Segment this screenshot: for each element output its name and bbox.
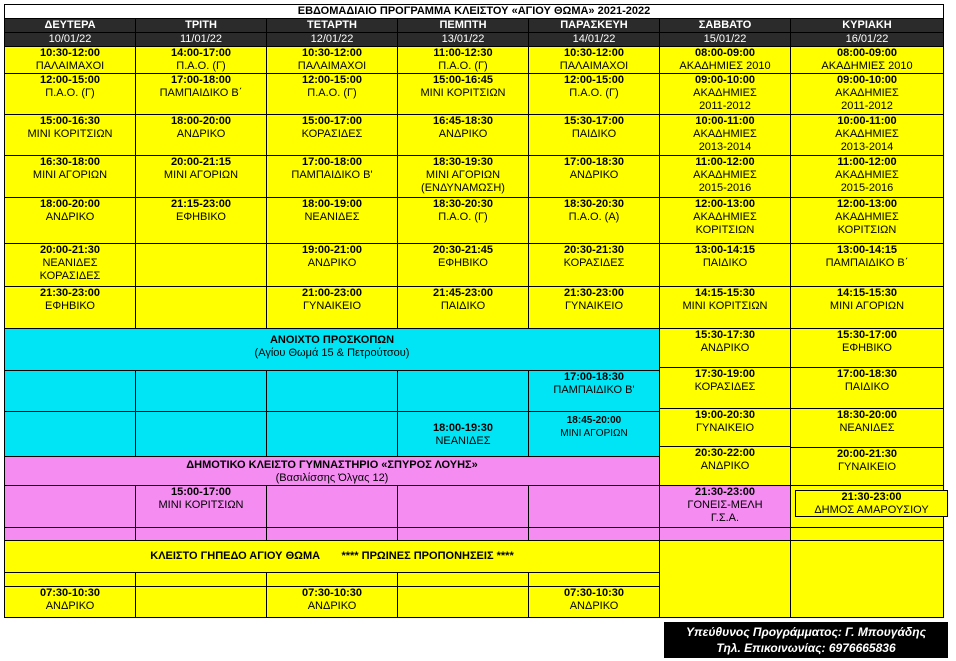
slot-time: 11:00-12:30	[433, 47, 493, 59]
slot-label: ΠΑΜΠΑΙΔΙΚΟ Β΄	[159, 87, 243, 99]
weekly-schedule-table	[4, 4, 944, 618]
slot-time: 10:30-12:00	[564, 47, 624, 59]
date-tuesday: 11/01/22	[136, 33, 267, 47]
slot-label: Π.Α.Ο. (Γ)	[176, 60, 226, 72]
slot-time: 14:15-15:30	[695, 287, 755, 299]
saturday-evening-stack	[660, 329, 791, 486]
date-wednesday: 12/01/22	[267, 33, 398, 47]
slot-label: ΕΦΗΒΙΚΟ	[44, 300, 95, 312]
sunday-slot-empty	[791, 528, 944, 541]
slot-time: 21:00-23:00	[302, 287, 362, 299]
slot-cell	[529, 47, 660, 74]
slot-cell	[791, 368, 943, 409]
slot-cell	[660, 115, 791, 156]
slot-time: 12:00-15:00	[564, 74, 624, 86]
slot-cell	[398, 244, 529, 287]
slot-cell	[398, 412, 529, 457]
slot-label: ΠΑΜΠΑΙΔΙΚΟ Β'	[291, 169, 373, 181]
slot-time: 15:00-17:00	[171, 486, 231, 498]
slot-cell	[791, 287, 944, 329]
slot-time: 17:00-18:30	[837, 368, 897, 380]
slot-cell	[398, 74, 529, 115]
slot-cell-empty	[136, 244, 267, 287]
slot-cell	[791, 74, 944, 115]
slot-cell	[529, 244, 660, 287]
slot-time: 17:00-18:00	[171, 74, 231, 86]
slot-label: ΜΙΝΙ ΑΓΟΡΙΩΝ	[163, 169, 239, 181]
day-header-wednesday: ΤΕΤΑΡΤΗ	[267, 19, 398, 33]
slot-time: 17:00-18:30	[564, 371, 624, 383]
proskopon-slot-empty	[267, 371, 398, 412]
slot-label: ΑΝΔΡΙΚΟ	[176, 128, 226, 140]
slot-cell	[660, 368, 790, 409]
slot-cell	[660, 156, 791, 198]
proskopon-slot-empty	[136, 412, 267, 457]
slot-label: ΑΝΔΡΙΚΟ	[700, 460, 750, 472]
slot-time: 14:15-15:30	[837, 287, 897, 299]
slot-label: ΑΚΑΔΗΜΙΕΣ	[693, 169, 757, 181]
venue-proskopon-name: ΑΝΟΙΧΤΟ ΠΡΟΣΚΟΠΩΝ	[269, 334, 395, 346]
gipedo-slot-empty	[398, 573, 529, 587]
slot-cell	[5, 587, 136, 618]
gipedo-slot-empty	[136, 587, 267, 618]
slot-label: ΠΑΛΑΙΜΑΧΟΙ	[297, 60, 367, 72]
slot-label-2: 2013-2014	[840, 141, 894, 153]
slot-label: ΓΥΝΑΙΚΕΙΟ	[695, 422, 755, 434]
slot-time: 10:30-12:00	[40, 47, 100, 59]
slot-label: ΑΚΑΔΗΜΙΕΣ	[693, 128, 757, 140]
slot-label: ΓΥΝΑΙΚΕΙΟ	[837, 461, 897, 473]
contact-responsible: Υπεύθυνος Προγράμματος: Γ. Μπουγάδης	[686, 625, 926, 639]
slot-time: 11:00-12:00	[837, 156, 897, 168]
slot-label: ΓΥΝΑΙΚΕΙΟ	[564, 300, 624, 312]
slot-time: 14:00-17:00	[171, 47, 231, 59]
slot-cell	[267, 287, 398, 329]
slot-cell	[791, 156, 944, 198]
slot-label: ΜΙΝΙ ΑΓΟΡΙΩΝ	[560, 428, 628, 439]
slot-cell	[660, 409, 790, 447]
slot-time: 15:30-17:30	[695, 329, 755, 341]
slot-time: 10:00-11:00	[837, 115, 897, 127]
slot-cell	[398, 287, 529, 329]
slot-label: ΚΟΡΑΣΙΔΕΣ	[563, 257, 625, 269]
slot-cell	[660, 329, 790, 368]
slot-time: 18:30-20:30	[433, 198, 493, 210]
slot-cell	[5, 115, 136, 156]
slot-time: 18:00-20:00	[171, 115, 231, 127]
slot-cell	[398, 198, 529, 244]
slot-label: ΜΙΝΙ ΚΟΡΙΤΣΙΩΝ	[27, 128, 113, 140]
slot-time: 17:30-19:00	[695, 368, 755, 380]
slot-label: Π.Α.Ο. (Γ)	[438, 211, 488, 223]
date-sunday: 16/01/22	[791, 33, 944, 47]
slot-cell	[267, 198, 398, 244]
slot-label: Π.Α.Ο. (Γ)	[438, 60, 488, 72]
proskopon-slot-empty	[5, 371, 136, 412]
sunday-evening-stack	[791, 329, 944, 486]
schedule-title: ΕΒΔΟΜΑΔΙΑΙΟ ΠΡΟΓΡΑΜΜΑ ΚΛΕΙΣΤΟΥ «ΑΓΙΟΥ ΘΩΜΑ» 2021-2022	[5, 5, 944, 19]
slot-time: 19:00-20:30	[695, 409, 755, 421]
slot-cell	[267, 244, 398, 287]
slot-label: ΠΑΜΠΑΙΔΙΚΟ Β΄	[825, 257, 909, 269]
slot-time: 21:30-23:00	[841, 491, 902, 503]
slot-label-2: 2011-2012	[699, 100, 751, 112]
slot-cell	[267, 47, 398, 74]
slot-label: ΑΚΑΔΗΜΙΕΣ	[835, 169, 899, 181]
date-monday: 10/01/22	[5, 33, 136, 47]
slot-time: 12:00-13:00	[695, 198, 755, 210]
dimotiko-slot-empty	[136, 528, 267, 541]
slot-cell	[791, 244, 944, 287]
slot-label: ΑΝΔΡΙΚΟ	[438, 128, 488, 140]
slot-cell	[267, 74, 398, 115]
slot-time: 12:00-13:00	[837, 198, 897, 210]
slot-cell	[136, 47, 267, 74]
slot-time: 21:30-23:00	[564, 287, 624, 299]
saturday-morning-empty	[660, 541, 791, 618]
slot-cell	[529, 74, 660, 115]
day-header-thursday: ΠΕΜΠΤΗ	[398, 19, 529, 33]
slot-label: ΑΝΔΡΙΚΟ	[569, 600, 619, 612]
day-header-tuesday: ΤΡΙΤΗ	[136, 19, 267, 33]
dimotiko-slot-empty	[5, 486, 136, 528]
slot-label: ΑΚΑΔΗΜΙΕΣ 2010	[821, 60, 913, 72]
slot-time: 17:00-18:00	[302, 156, 362, 168]
slot-time: 18:30-20:30	[564, 198, 624, 210]
slot-time: 07:30-10:30	[564, 587, 624, 599]
slot-label-2: ΚΟΡΑΣΙΔΕΣ	[39, 270, 101, 282]
slot-cell	[529, 587, 660, 618]
slot-time: 07:30-10:30	[302, 587, 362, 599]
slot-label: ΠΑΙΔΙΚΟ	[440, 300, 486, 312]
date-saturday: 15/01/22	[660, 33, 791, 47]
slot-cell	[5, 74, 136, 115]
slot-label: Π.Α.Ο. (Γ)	[45, 87, 95, 99]
slot-label: ΠΑΛΑΙΜΑΧΟΙ	[559, 60, 629, 72]
slot-time: 20:00-21:30	[837, 448, 897, 460]
slot-label: ΕΦΗΒΙΚΟ	[437, 257, 488, 269]
slot-time: 08:00-09:00	[695, 47, 755, 59]
slot-label: ΑΚΑΔΗΜΙΕΣ	[835, 211, 899, 223]
slot-cell	[791, 329, 943, 368]
slot-cell	[136, 156, 267, 198]
slot-cell	[5, 156, 136, 198]
slot-label: ΑΚΑΔΗΜΙΕΣ	[693, 211, 757, 223]
slot-cell	[5, 287, 136, 329]
slot-time: 18:45-20:00	[566, 415, 622, 426]
slot-cell	[660, 447, 790, 484]
slot-cell	[136, 198, 267, 244]
slot-cell	[5, 47, 136, 74]
slot-time: 20:00-21:30	[40, 244, 100, 256]
slot-time: 10:30-12:00	[302, 47, 362, 59]
slot-time: 15:30-17:00	[564, 115, 624, 127]
schedule-sheet	[4, 4, 944, 655]
slot-time: 15:30-17:00	[837, 329, 897, 341]
slot-time: 20:30-21:45	[433, 244, 493, 256]
slot-cell	[267, 587, 398, 618]
proskopon-slot-empty	[136, 371, 267, 412]
slot-time: 12:00-15:00	[40, 74, 100, 86]
slot-label: ΕΦΗΒΙΚΟ	[841, 342, 892, 354]
slot-label: ΑΚΑΔΗΜΙΕΣ 2010	[679, 60, 771, 72]
slot-cell	[529, 156, 660, 198]
venue-dimotiko-header	[5, 457, 660, 486]
slot-label: ΜΙΝΙ ΑΓΟΡΙΩΝ	[829, 300, 905, 312]
proskopon-slot-empty	[398, 371, 529, 412]
slot-label-2: ΚΟΡΙΤΣΙΩΝ	[837, 224, 897, 236]
slot-cell	[267, 156, 398, 198]
slot-cell	[791, 115, 944, 156]
slot-label: ΑΝΔΡΙΚΟ	[45, 600, 95, 612]
slot-label: ΠΑΙΔΙΚΟ	[571, 128, 617, 140]
slot-label-2: Γ.Σ.Α.	[710, 512, 740, 524]
slot-label: ΔΗΜΟΣ ΑΜΑΡΟΥΣΙΟΥ	[814, 504, 929, 516]
slot-time: 17:00-18:30	[564, 156, 624, 168]
slot-label: ΜΙΝΙ ΑΓΟΡΙΩΝ	[32, 169, 108, 181]
slot-label-2: 2015-2016	[698, 182, 752, 194]
venue-proskopon-header	[5, 329, 660, 371]
slot-cell	[791, 448, 943, 484]
slot-time: 16:30-18:00	[40, 156, 100, 168]
slot-cell	[529, 198, 660, 244]
slot-time: 20:30-21:30	[564, 244, 624, 256]
slot-label-2: 2015-2016	[840, 182, 894, 194]
slot-cell	[791, 409, 943, 448]
slot-time: 19:00-21:00	[302, 244, 362, 256]
slot-time: 07:30-10:30	[40, 587, 100, 599]
slot-time: 08:00-09:00	[837, 47, 897, 59]
slot-label: ΚΟΡΑΣΙΔΕΣ	[694, 381, 756, 393]
date-thursday: 13/01/22	[398, 33, 529, 47]
slot-label: ΠΑΙΔΙΚΟ	[844, 381, 890, 393]
dimotiko-slot-empty	[529, 486, 660, 528]
slot-cell	[136, 74, 267, 115]
slot-time: 18:30-20:00	[837, 409, 897, 421]
slot-time: 16:45-18:30	[433, 115, 493, 127]
slot-time: 15:00-16:45	[433, 74, 493, 86]
slot-label-2: 2013-2014	[698, 141, 752, 153]
slot-cell	[791, 47, 944, 74]
slot-cell	[398, 47, 529, 74]
slot-label: ΜΙΝΙ ΚΟΡΙΤΣΙΩΝ	[420, 87, 506, 99]
venue-gipedo-note: **** ΠΡΩΙΝΕΣ ΠΡΟΠΟΝΗΣΕΙΣ ****	[341, 550, 514, 562]
dimotiko-slot-empty	[398, 486, 529, 528]
slot-label: ΜΙΝΙ ΚΟΡΙΤΣΙΩΝ	[682, 300, 768, 312]
slot-label-2: 2011-2012	[841, 100, 893, 112]
slot-label: ΓΟΝΕΙΣ-ΜΕΛΗ	[687, 499, 763, 511]
dimotiko-slot-empty	[398, 528, 529, 541]
slot-time: 21:45-23:00	[433, 287, 493, 299]
slot-label: ΚΟΡΑΣΙΔΕΣ	[301, 128, 363, 140]
dimotiko-slot-empty	[5, 528, 136, 541]
slot-label: ΓΥΝΑΙΚΕΙΟ	[302, 300, 362, 312]
slot-time: 21:30-23:00	[695, 486, 755, 498]
slot-label: ΑΝΔΡΙΚΟ	[45, 211, 95, 223]
slot-cell	[660, 287, 791, 329]
dimotiko-slot-empty	[267, 528, 398, 541]
slot-time: 18:00-19:30	[433, 422, 493, 434]
slot-cell	[660, 486, 791, 528]
slot-cell	[660, 74, 791, 115]
slot-label-2: (ΕΝΔΥΝΑΜΩΣΗ)	[421, 182, 505, 194]
slot-label: ΝΕΑΝΙΔΕΣ	[42, 257, 98, 269]
slot-label: ΑΝΔΡΙΚΟ	[307, 600, 357, 612]
slot-label: ΕΦΗΒΙΚΟ	[175, 211, 226, 223]
slot-cell	[136, 115, 267, 156]
slot-label: Π.Α.Ο. (Γ)	[307, 87, 357, 99]
venue-gipedo-header	[5, 541, 660, 573]
gipedo-slot-empty	[136, 573, 267, 587]
slot-cell	[791, 198, 944, 244]
slot-label: ΑΝΔΡΙΚΟ	[700, 342, 750, 354]
slot-time: 20:30-22:00	[695, 447, 755, 459]
slot-label: ΠΑΙΔΙΚΟ	[702, 257, 748, 269]
slot-label-2: ΚΟΡΙΤΣΙΩΝ	[695, 224, 755, 236]
contact-phone: Τηλ. Επικοινωνίας: 6976665836	[716, 641, 896, 655]
slot-time: 21:15-23:00	[171, 198, 231, 210]
gipedo-slot-empty	[5, 573, 136, 587]
venue-dimotiko-address: (Βασιλίσσης Όλγας 12)	[275, 472, 389, 484]
slot-time: 09:00-10:00	[695, 74, 755, 86]
slot-cell	[660, 244, 791, 287]
date-friday: 14/01/22	[529, 33, 660, 47]
contact-box	[664, 622, 948, 658]
slot-label: ΑΚΑΔΗΜΙΕΣ	[835, 87, 899, 99]
slot-time: 13:00-14:15	[837, 244, 897, 256]
slot-label: ΠΑΜΠΑΙΔΙΚΟ Β'	[553, 384, 635, 396]
slot-time: 09:00-10:00	[837, 74, 897, 86]
slot-time: 10:00-11:00	[695, 115, 755, 127]
slot-cell	[529, 412, 660, 457]
day-header-saturday: ΣΑΒΒΑΤΟ	[660, 19, 791, 33]
dimotiko-slot-empty	[660, 528, 791, 541]
slot-time: 11:00-12:00	[695, 156, 755, 168]
slot-cell	[398, 156, 529, 198]
slot-label: ΠΑΛΑΙΜΑΧΟΙ	[35, 60, 105, 72]
venue-dimotiko-name: ΔΗΜΟΤΙΚΟ ΚΛΕΙΣΤΟ ΓΥΜΝΑΣΤΗΡΙΟ «ΣΠΥΡΟΣ ΛΟΥΗΣ»	[186, 459, 478, 471]
slot-label: ΝΕΑΝΙΔΕΣ	[304, 211, 360, 223]
proskopon-slot-empty	[267, 412, 398, 457]
venue-gipedo-name: ΚΛΕΙΣΤΟ ΓΗΠΕΔΟ ΑΓΙΟΥ ΘΩΜΑ	[150, 550, 321, 562]
slot-cell	[529, 371, 660, 412]
slot-time: 18:00-20:00	[40, 198, 100, 210]
slot-cell	[660, 47, 791, 74]
proskopon-slot-empty	[5, 412, 136, 457]
slot-time: 18:30-19:30	[433, 156, 493, 168]
slot-label: ΑΚΑΔΗΜΙΕΣ	[693, 87, 757, 99]
slot-cell	[5, 244, 136, 287]
slot-label: ΝΕΑΝΙΔΕΣ	[839, 422, 895, 434]
slot-label: ΝΕΑΝΙΔΕΣ	[435, 435, 491, 447]
slot-cell	[5, 198, 136, 244]
slot-cell	[529, 287, 660, 329]
slot-time: 13:00-14:15	[695, 244, 755, 256]
slot-label: ΑΝΔΡΙΚΟ	[307, 257, 357, 269]
slot-label: ΑΝΔΡΙΚΟ	[569, 169, 619, 181]
slot-cell-empty	[136, 287, 267, 329]
dimotiko-slot-empty	[267, 486, 398, 528]
slot-time: 12:00-15:00	[302, 74, 362, 86]
slot-cell	[398, 115, 529, 156]
slot-cell	[136, 486, 267, 528]
sunday-morning-empty	[791, 541, 944, 618]
dimotiko-slot-empty	[529, 528, 660, 541]
gipedo-slot-empty	[267, 573, 398, 587]
slot-time: 18:00-19:00	[302, 198, 362, 210]
slot-time: 15:00-16:30	[40, 115, 100, 127]
slot-label: Π.Α.Ο. (Α)	[568, 211, 620, 223]
gipedo-slot-empty	[398, 587, 529, 618]
venue-proskopon-address: (Αγίου Θωμά 15 & Πετρούτσου)	[254, 347, 410, 359]
gipedo-slot-empty	[529, 573, 660, 587]
slot-label: Π.Α.Ο. (Γ)	[569, 87, 619, 99]
slot-label: ΑΚΑΔΗΜΙΕΣ	[835, 128, 899, 140]
day-header-friday: ΠΑΡΑΣΚΕΥΗ	[529, 19, 660, 33]
slot-cell	[267, 115, 398, 156]
slot-label: ΜΙΝΙ ΑΓΟΡΙΩΝ	[425, 169, 501, 181]
day-header-monday: ΔΕΥΤΕΡΑ	[5, 19, 136, 33]
slot-time: 21:30-23:00	[40, 287, 100, 299]
slot-time: 20:00-21:15	[171, 156, 231, 168]
slot-time: 15:00-17:00	[302, 115, 362, 127]
slot-cell	[529, 115, 660, 156]
day-header-sunday: ΚΥΡΙΑΚΗ	[791, 19, 944, 33]
slot-label: ΜΙΝΙ ΚΟΡΙΤΣΙΩΝ	[158, 499, 244, 511]
sunday-late-slot	[795, 490, 948, 517]
slot-cell	[660, 198, 791, 244]
